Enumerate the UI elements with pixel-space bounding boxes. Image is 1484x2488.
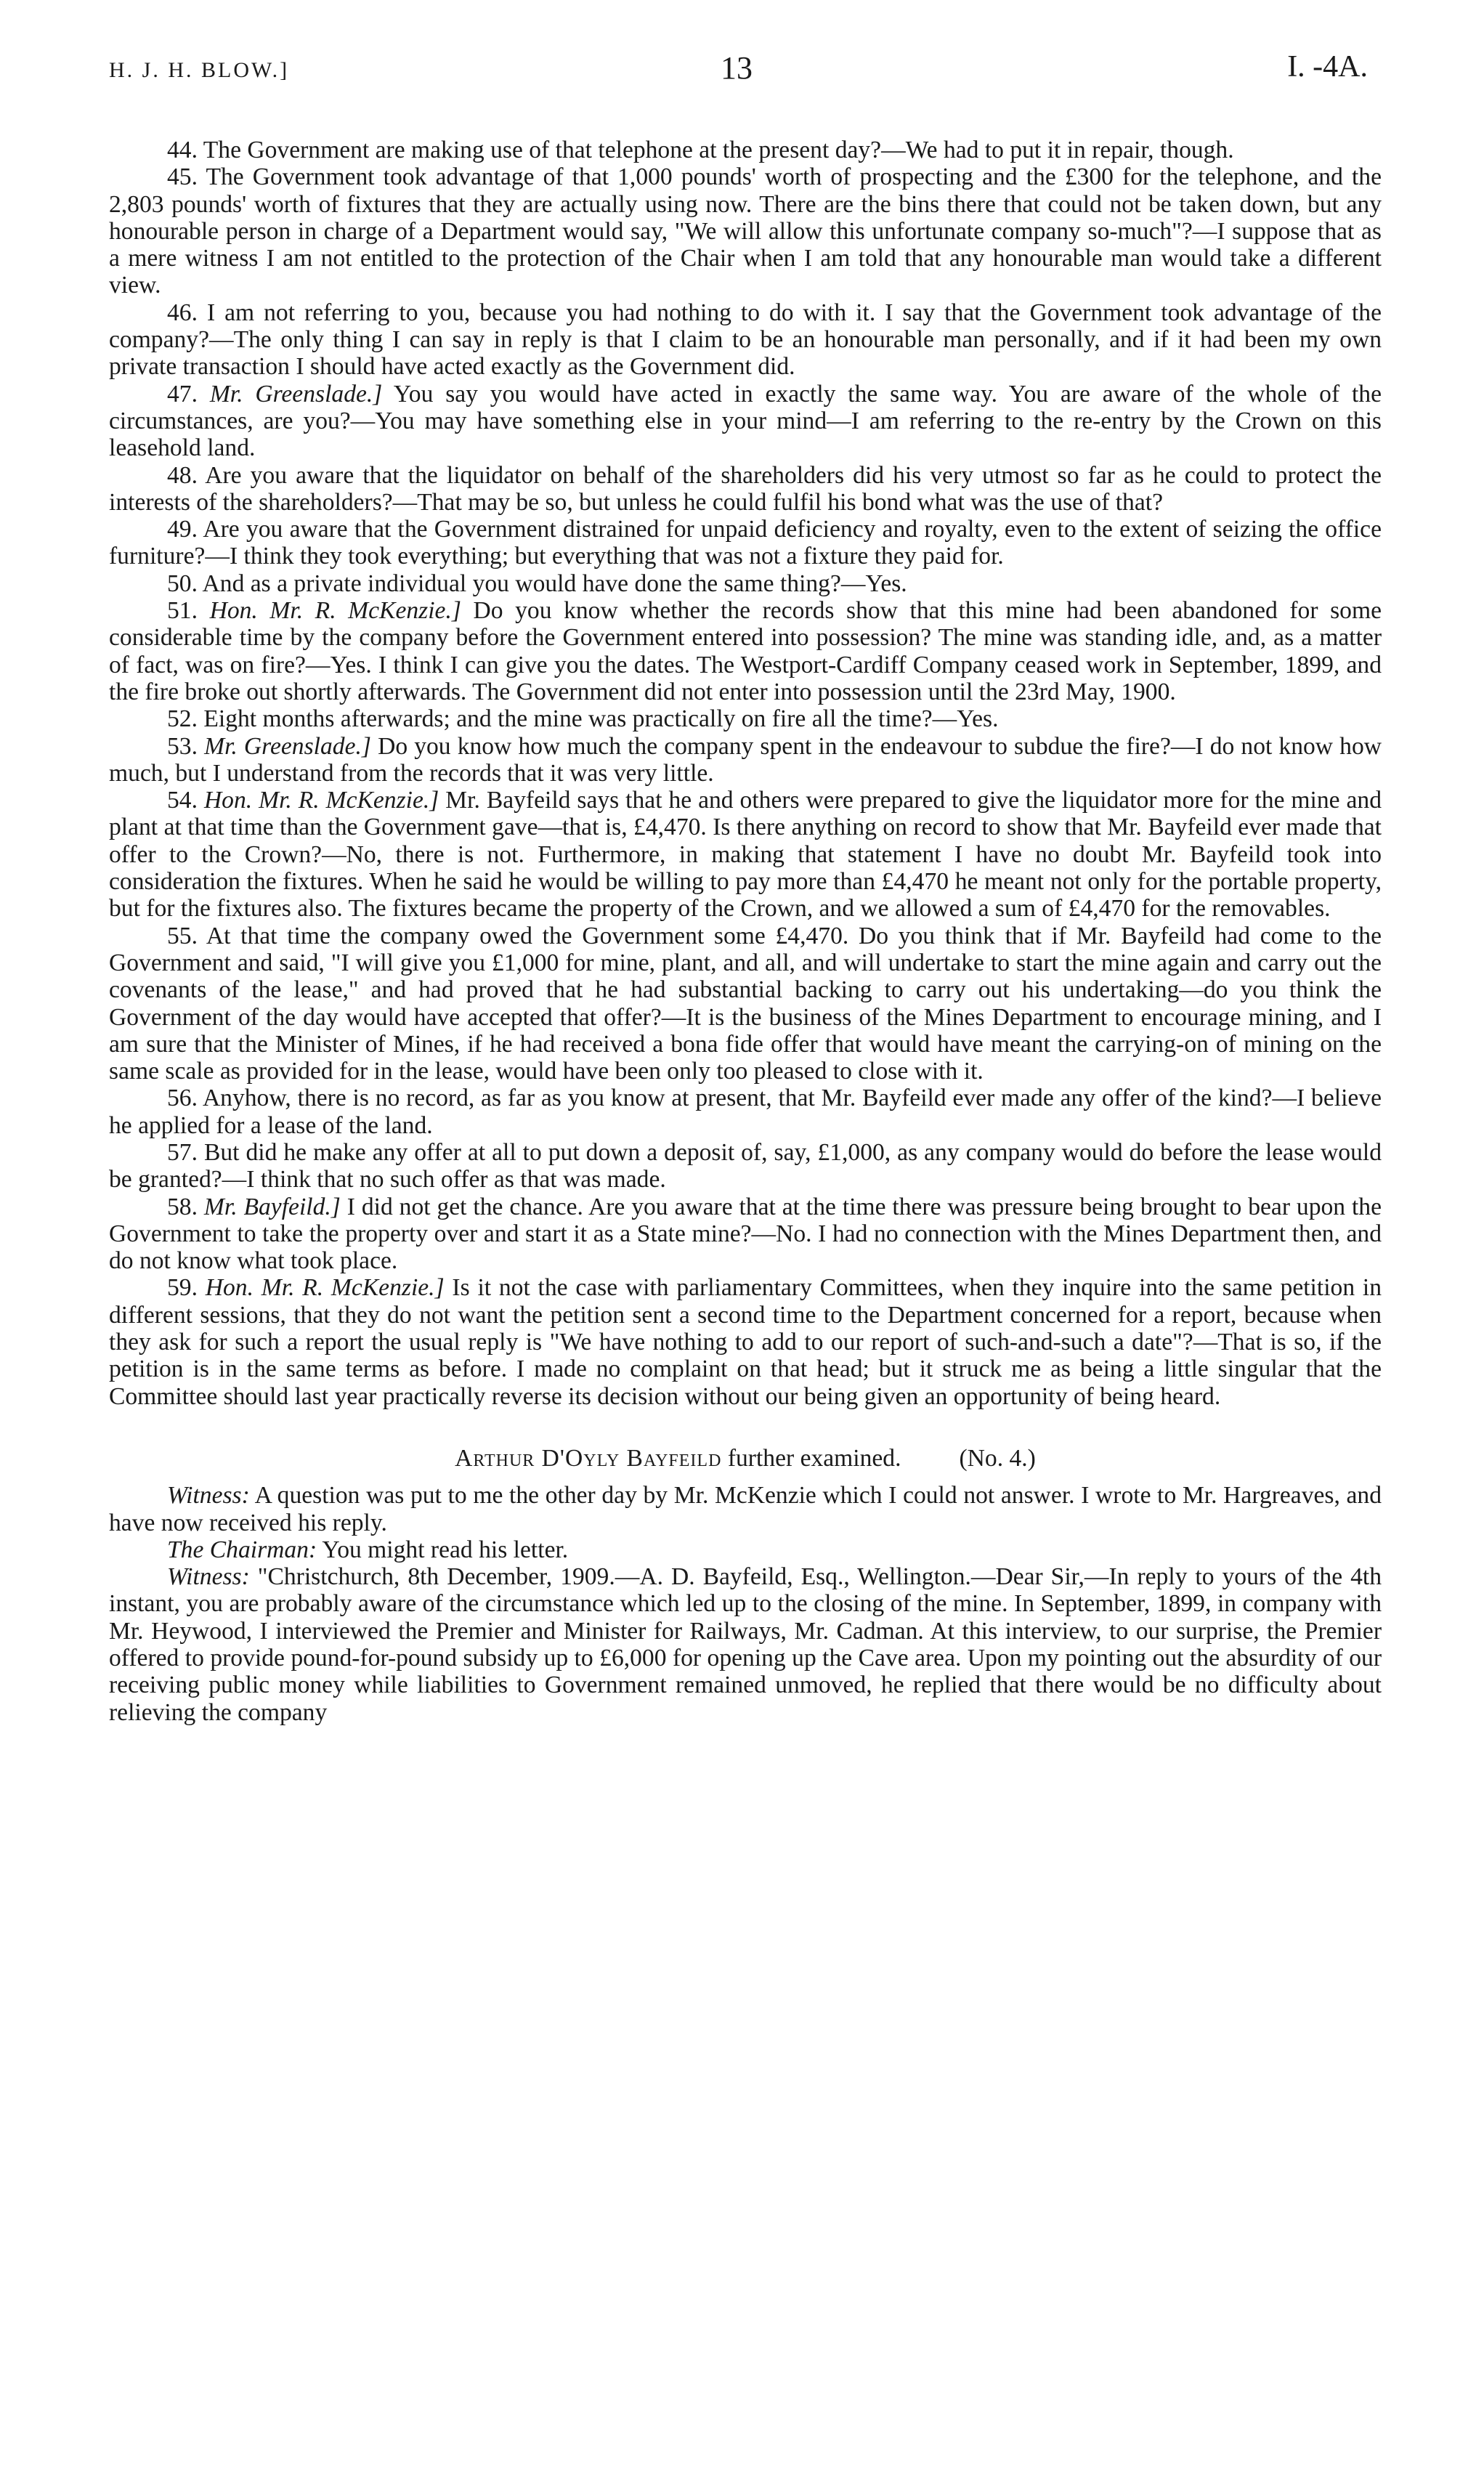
question-number: 50. — [167, 570, 198, 597]
question-text: The Government are making use of that telephone at the present day?—We had to put it in repair, though. — [203, 137, 1234, 163]
speaker-name: Hon. Mr. R. McKenzie.] — [203, 787, 439, 814]
question-text: Eight months afterwards; and the mine was practically on fire all the time?—Yes. — [203, 705, 999, 733]
question-text: But did he make any offer at all to put down a deposit of, say, £1,000, as any company would do before the lease would be granted?—I think that no such offer as that was made. — [109, 1138, 1382, 1194]
question-text: Do you know whether the records show that this mine had been abandoned for some considerable time by the company before the Government entered into possession? The mine was standing idle, and, as a matter of fact, was on fire?—Yes. I think I can give you the dates. The Westport-Cardiff Company ceased work in September, 1899, and the fire broke out shortly afterwards. The Government did not enter into possession until the 23rd May, 1900. — [109, 597, 1382, 705]
testimony-text: You might read his letter. — [322, 1536, 569, 1563]
question-number: 44. — [167, 137, 198, 163]
question-number: 48. — [167, 461, 198, 489]
question-number: 56. — [167, 1085, 198, 1112]
question-number: 45. — [167, 163, 198, 191]
question-number: 57. — [167, 1138, 198, 1166]
page-number: 13 — [721, 50, 753, 86]
speaker-name: Mr. Greenslade.] — [209, 380, 383, 408]
question-text: I did not get the chance. Are you aware that at the time there was pressure being brought to bear upon the Government to take the property over and start it as a State mine?—No. I had no connection with the Mines Department then, and do not know what took place. — [109, 1193, 1382, 1275]
question-number: 59. — [167, 1274, 198, 1302]
question-text: Mr. Bayfeild says that he and others were prepared to give the liquidator more for the mine and plant at that time than the Government gave—that is, £4,470. Is there anything on record to show that Mr. Bayfeild ever made that offer to the Crown?—No, there is not. Furthermore, in making that statement I have no doubt Mr. Bayfeild took into consideration the fixtures. When he said he would be willing to pay more than £4,470 he meant not only for the portable property, but for the fixtures also. The fixtures became the property of the Crown, and we allowed a sum of £4,470 for the removables. — [109, 787, 1382, 923]
question-number: 54. — [167, 787, 198, 814]
question-58 — [109, 1194, 1382, 1275]
question-59 — [109, 1274, 1382, 1409]
question-number: 49. — [167, 516, 198, 543]
witness-name: Arthur D'Oyly Bayfeild — [455, 1444, 722, 1472]
question-44 — [109, 137, 1382, 163]
question-49 — [109, 516, 1382, 570]
question-number: 58. — [167, 1193, 198, 1220]
question-text: Anyhow, there is no record, as far as you know at present, that Mr. Bayfeild ever made any offer of the kind?—I believe he applied for a lease of the land. — [109, 1085, 1382, 1139]
section-heading-text: further examined. — [727, 1444, 901, 1472]
question-text: And as a private individual you would have done the same thing?—Yes. — [202, 570, 907, 597]
section-number: (No. 4.) — [959, 1444, 1036, 1472]
testimony-paragraph — [109, 1536, 1382, 1563]
question-56 — [109, 1085, 1382, 1139]
document-body — [109, 137, 1382, 1726]
document-reference: I. -4A. — [1287, 50, 1368, 84]
question-54 — [109, 787, 1382, 922]
testimony-text: A question was put to me the other day by Mr. McKenzie which I could not answer. I wrote to Mr. Hargreaves, and have now received his reply. — [109, 1482, 1382, 1536]
question-text: Are you aware that the liquidator on behalf of the shareholders did his very utmost so far as he could to protect the interests of the shareholders?—That may be so, but unless he could fulfil his bond what was the use of that? — [109, 461, 1382, 516]
question-text: Is it not the case with parliamentary Committees, when they inquire into the same petition in different sessions, that they do not want the petition sent a second time to the Department concerned for a report, because when they ask for such a report the usual reply is "We have nothing to add to our report of such-and-such a date"?—That is so, if the petition is in the same terms as before. I made no complaint on that head; but it struck me as being a little singular that the Committee should last year practically reverse its decision without our being given an opportunity of being heard. — [109, 1274, 1382, 1410]
question-51 — [109, 597, 1382, 705]
testimony-paragraph — [109, 1482, 1382, 1536]
question-text: You say you would have acted in exactly the same way. You are aware of the whole of the circumstances, are you?—You may have something else in your mind—I am referring to the re-entry by the Crown on this leasehold land. — [109, 380, 1382, 462]
section-heading — [109, 1445, 1382, 1472]
question-text: Do you know how much the company spent in the endeavour to subdue the fire?—I do not know how much, but I understand from the records that it was very little. — [109, 732, 1382, 787]
running-header-witness: H. J. H. BLOW.] — [109, 58, 290, 82]
question-53 — [109, 733, 1382, 787]
question-57 — [109, 1139, 1382, 1194]
question-number: 53. — [167, 732, 198, 760]
speaker-name: Mr. Bayfeild.] — [203, 1193, 341, 1220]
question-52 — [109, 705, 1382, 732]
question-55 — [109, 923, 1382, 1085]
question-50 — [109, 570, 1382, 597]
speaker-name: Hon. Mr. R. McKenzie.] — [205, 1274, 445, 1302]
question-number: 52. — [167, 705, 198, 733]
testimony-text: "Christchurch, 8th December, 1909.—A. D. Bayfeild, Esq., Wellington.—Dear Sir,—In reply to yours of the 4th instant, you are probably aware of the circumstance which led up to the closing of the mine. In September, 1899, in company with Mr. Heywood, I interviewed the Premier and Minister for Railways, Mr. Cadman. At this interview, to our surprise, the Premier offered to provide pound-for-pound subsidy up to £6,000 for opening up the Cave area. Upon my pointing out the absurdity of our receiving public money while liabilities to Government remained unmoved, he replied that there would be no difficulty about relieving the company — [109, 1563, 1382, 1726]
question-text: At that time the company owed the Government some £4,470. Do you think that if Mr. Bayfeild had come to the Government and said, "I will give you £1,000 for mine, plant, and all, and will undertake to start the mine again and carry out the covenants of the lease," and had proved that he had substantial backing to carry out his undertaking—do you think the Government of the day would have accepted that offer?—It is the business of the Mines Department to encourage mining, and I am sure that the Minister of Mines, if he had received a bona fide offer that would have meant the carrying-on of mining on the same scale as provided for in the lease, would have been only too pleased to close with it. — [109, 922, 1382, 1085]
testimony-paragraph — [109, 1563, 1382, 1726]
question-text: The Government took advantage of that 1,000 pounds' worth of prospecting and the £300 for the telephone, and the 2,803 pounds' worth of fixtures that they are actually using now. There are the bins there that could not be taken down, but any honourable person in charge of a Department would say, "We will allow this unfortunate company so-much"?—I suppose that as a mere witness I am not entitled to the protection of the Chair when I am told that any honourable man would take a different view. — [109, 163, 1382, 299]
speaker-name: The Chairman: — [167, 1536, 317, 1563]
speaker-name: Witness: — [167, 1482, 250, 1510]
question-48 — [109, 462, 1382, 516]
question-number: 46. — [167, 299, 198, 326]
question-number: 55. — [167, 922, 198, 949]
question-number: 51. — [167, 597, 198, 625]
question-number: 47. — [167, 380, 198, 408]
question-text: Are you aware that the Government distrained for unpaid deficiency and royalty, even to the extent of seizing the office furniture?—I think they took everything; but everything that was not a fixture they paid for. — [109, 516, 1382, 570]
speaker-name: Witness: — [167, 1563, 250, 1591]
question-text: I am not referring to you, because you had nothing to do with it. I say that the Government took advantage of the company?—The only thing I can say in reply is that I claim to be an honourable man personally, and if it had been my own private transaction I should have acted exactly as the Government did. — [109, 299, 1382, 381]
speaker-name: Hon. Mr. R. McKenzie.] — [209, 597, 461, 625]
question-45 — [109, 163, 1382, 299]
speaker-name: Mr. Greenslade.] — [204, 732, 371, 760]
question-47 — [109, 381, 1382, 462]
question-46 — [109, 299, 1382, 381]
